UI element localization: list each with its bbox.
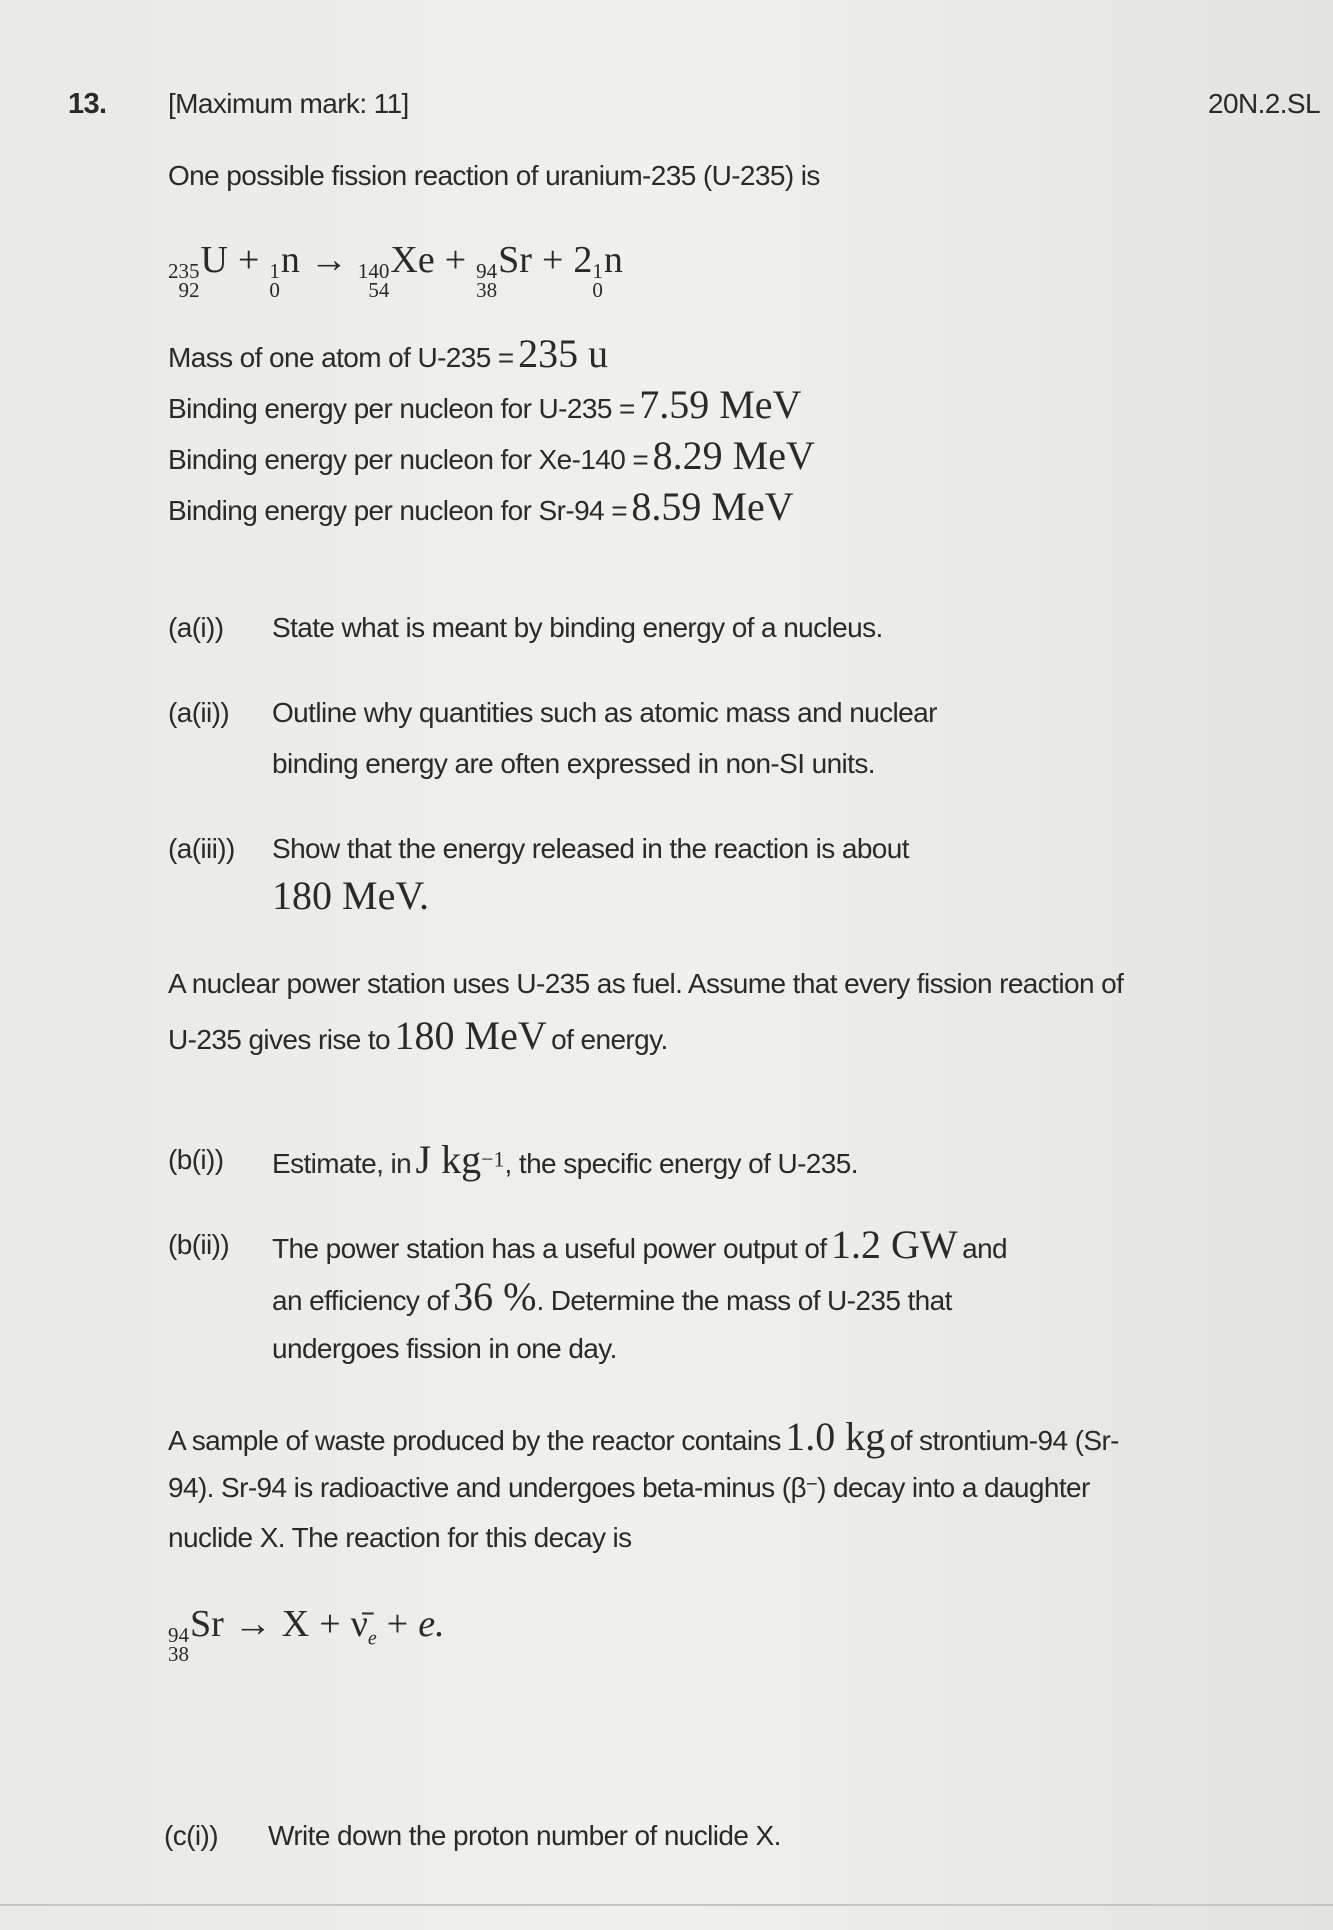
part-c-intro-line2: 94). Sr-94 is radioactive and undergoes beta-minus (β−) decay into a daughter	[168, 1472, 1090, 1503]
maximum-mark: [Maximum mark: 11]	[168, 88, 409, 119]
part-a-iii-line1: Show that the energy released in the reaction is about	[272, 833, 909, 864]
question-code: 20N.2.SL	[1208, 88, 1320, 119]
part-a-i-label: (a(i))	[168, 612, 224, 643]
part-c-intro-line1: A sample of waste produced by the reactor contains 1.0 kg of strontium-94 (Sr-	[168, 1414, 1119, 1459]
part-b-ii-line2: an efficiency of 36 %. Determine the mass of U-235 that	[272, 1274, 952, 1319]
data-line-be-sr94: Binding energy per nucleon for Sr-94 = 8.59 MeV	[168, 484, 794, 529]
fission-equation: 235 92 U + 1 0 n → 140 54 Xe + 94 38 Sr + 2 1 0 n	[168, 239, 623, 302]
part-a-ii-line2: binding energy are often expressed in non-SI units.	[272, 748, 875, 779]
nuclide-neutron: 1 0 n	[269, 239, 300, 302]
question-intro: One possible fission reaction of uranium-235 (U-235) is	[168, 160, 820, 191]
part-b-ii-label: (b(ii))	[168, 1229, 230, 1260]
nuclide-neutron-products: 1 0 n	[592, 239, 623, 302]
bottom-divider	[0, 1904, 1333, 1906]
part-a-i-text: State what is meant by binding energy of a nucleus.	[272, 612, 883, 643]
decay-equation: 94 38 $Sr \to X + \nū_e + e$.	[168, 1603, 445, 1666]
nuclide-u235: 235 92 U	[168, 239, 228, 302]
nuclide-sr94-decay: 94 38 Sr	[168, 1603, 224, 1666]
part-a-iii-value: 180 MeV.	[272, 873, 430, 918]
part-c-intro-line3: nuclide X. The reaction for this decay is	[168, 1522, 632, 1553]
question-number: 13.	[68, 88, 107, 120]
data-line-be-xe140: Binding energy per nucleon for Xe-140 = 8.29 MeV	[168, 433, 815, 478]
part-a-iii-label: (a(iii))	[168, 833, 235, 864]
nuclide-sr94: 94 38 Sr	[476, 239, 532, 302]
part-b-ii-line1: The power station has a useful power output of 1.2 GW and	[272, 1222, 1008, 1267]
data-line-be-u235: Binding energy per nucleon for U-235 = 7.59 MeV	[168, 382, 802, 427]
part-c-i-label: (c(i))	[164, 1820, 218, 1851]
part-b-intro-line1: A nuclear power station uses U-235 as fuel. Assume that every fission reaction of	[168, 968, 1124, 999]
part-b-intro-line2: U-235 gives rise to 180 MeV of energy.	[168, 1013, 668, 1058]
part-b-i-label: (b(i))	[168, 1144, 224, 1175]
part-c-i-text: Write down the proton number of nuclide X.	[268, 1820, 781, 1851]
nuclide-xe140: 140 54 Xe	[357, 239, 435, 302]
part-a-ii-line1: Outline why quantities such as atomic mass and nuclear	[272, 697, 937, 728]
data-line-mass: Mass of one atom of U-235 = 235 u	[168, 331, 609, 376]
part-a-ii-label: (a(ii))	[168, 697, 230, 728]
part-b-ii-line3: undergoes fission in one day.	[272, 1333, 617, 1364]
part-b-i-text: Estimate, in J $kg^{-1}$, the specific energy of U-235.	[272, 1137, 858, 1182]
